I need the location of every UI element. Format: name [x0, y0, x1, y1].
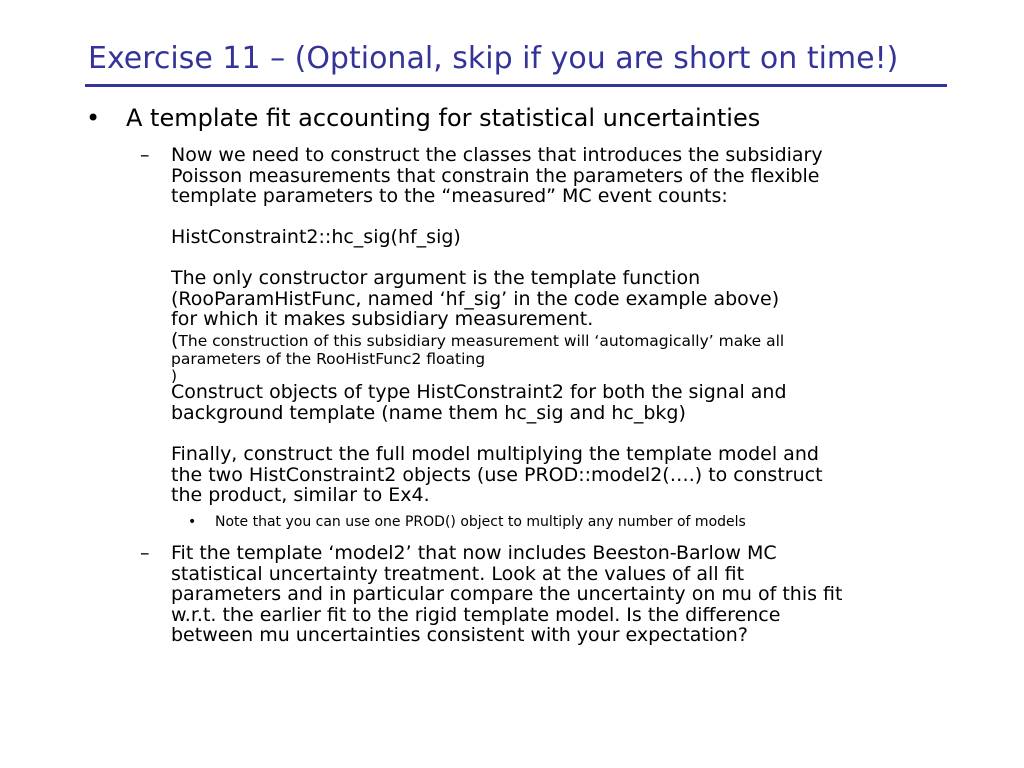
code-line: HistConstraint2::hc_sig(hf_sig) — [171, 226, 461, 248]
text-line: (RooParamHistFunc, named ‘hf_sig’ in the code example above) — [171, 287, 780, 310]
text-line: template parameters to the “measured” MC event counts: — [171, 185, 728, 207]
text-line: Construct objects of type HistConstraint2 for both the signal and — [171, 381, 787, 403]
sub1-construct — [171, 382, 787, 423]
text-line: Now we need to construct the classes that introduces the subsidiary — [171, 144, 823, 166]
sub-sub-bullet — [188, 514, 746, 531]
main-bullet — [86, 104, 760, 132]
slide-title: Exercise 11 – (Optional, skip if you are short on time!) — [88, 41, 899, 76]
sub1-intro — [171, 145, 823, 207]
text-line: background template (name them hc_sig and hc_bkg) — [171, 401, 686, 424]
text-line: between mu uncertainties consistent with your expectation? — [171, 624, 748, 646]
text-line: Finally, construct the full model multiplying the template model and — [171, 443, 819, 465]
sub1-finally — [171, 444, 823, 506]
sub1-note — [171, 330, 784, 385]
text-line: w.r.t. the earlier fit to the rigid template model. Is the difference — [171, 603, 781, 626]
text-line: The only constructor argument is the template function — [171, 267, 701, 289]
text-line: parameters and in particular compare the uncertainty on mu of this fit — [171, 583, 843, 605]
dash-marker-1: – — [140, 144, 150, 166]
sub-sub-bullet-text: Note that you can use one PROD() object to multiply any number of models — [215, 514, 746, 530]
main-bullet-text: A template fit accounting for statistical uncertainties — [126, 104, 761, 132]
text-line: The construction of this subsidiary measurement will ‘automagically’ make all — [178, 332, 785, 350]
text-line: Fit the template ‘model2’ that now includes Beeston-Barlow MC — [171, 542, 777, 564]
title-underline — [85, 84, 947, 87]
note-open-paren: ( — [171, 329, 179, 351]
bullet-dot-icon: • — [86, 104, 101, 132]
text-line: the two HistConstraint2 objects (use PROD::model2(….) to construct — [171, 463, 823, 486]
text-line: parameters of the RooHistFunc2 floating — [171, 349, 486, 368]
note-close-paren: ) — [171, 366, 178, 385]
dash-marker-2: – — [140, 542, 150, 564]
sub2-text — [171, 543, 842, 646]
bullet-dot-icon: • — [188, 514, 197, 530]
text-line: the product, similar to Ex4. — [171, 484, 430, 506]
sub1-constructor — [171, 268, 779, 330]
text-line: Poisson measurements that constrain the parameters of the flexible — [171, 164, 820, 187]
text-line: for which it makes subsidiary measurement. — [171, 308, 594, 330]
text-line: statistical uncertainty treatment. Look at the values of all fit — [171, 562, 745, 585]
